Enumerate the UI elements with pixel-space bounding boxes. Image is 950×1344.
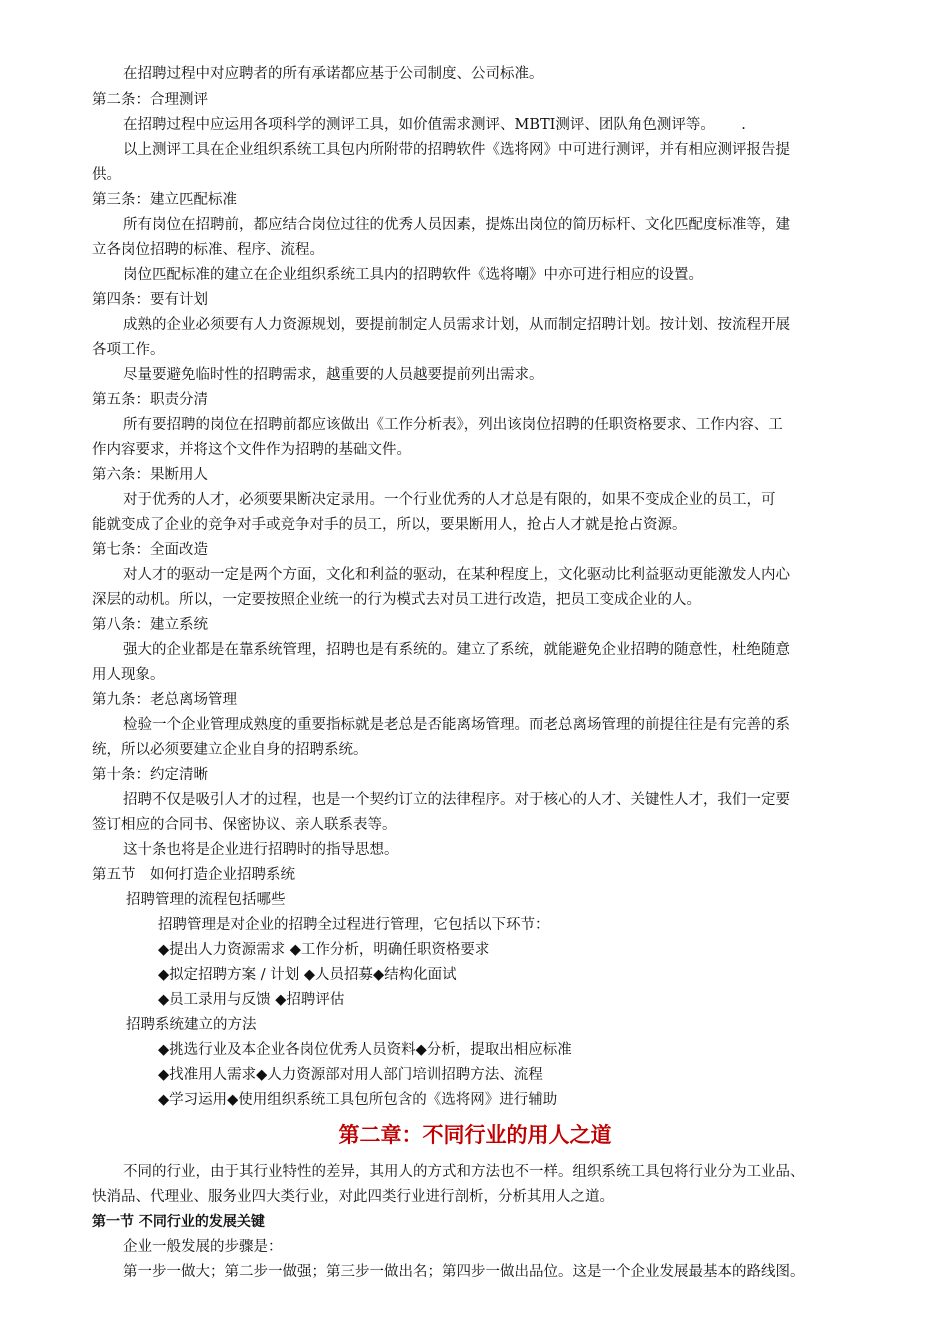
- text-line: ◆找准用人需求◆人力资源部对用人部门培训招聘方法、流程: [158, 1067, 543, 1083]
- text-line: 岗位匹配标准的建立在企业组织系统工具内的招聘软件《选将嘲》中亦可进行相应的设置。: [123, 267, 703, 283]
- text-line: 这十条也将是企业进行招聘时的指导思想。: [123, 842, 399, 858]
- text-line: 所有要招聘的岗位在招聘前都应该做出《工作分析表》，列出该岗位招聘的任职资格要求、工作内容、工: [123, 417, 783, 433]
- text-line: 签订相应的合同书、保密协议、亲人联系表等。: [92, 817, 397, 833]
- text-line: 第五节 如何打造企业招聘系统: [92, 867, 295, 883]
- text-line: ◆员工录用与反馈 ◆招聘评估: [158, 992, 345, 1008]
- text-line: 检验一个企业管理成熟度的重要指标就是老总是否能离场管理。而老总离场管理的前提往往是有完善的系: [123, 717, 790, 733]
- text-line: 各项工作。: [92, 342, 165, 358]
- text-line: 第一步一做大；第二步一做强；第三步一做出名；第四步一做出品位。这是一个企业发展最基本的路线图。: [123, 1264, 805, 1280]
- text-line: 对人才的驱动一定是两个方面，文化和利益的驱动，在某种程度上，文化驱动比利益驱动更能激发人内心: [123, 567, 790, 583]
- text-line: 所有岗位在招聘前，都应结合岗位过往的优秀人员因素，提炼出岗位的简历标杆、文化匹配度标准等，建: [123, 217, 790, 233]
- text-line: 第二条：合理测评: [92, 92, 208, 108]
- chapter-title: 第二章：不同行业的用人之道: [338, 1123, 612, 1147]
- text-line: 尽量要避免临时性的招聘需求，越重要的人员越要提前列出需求。: [123, 367, 544, 383]
- text-line: 第四条：要有计划: [92, 292, 208, 308]
- text-line: 供。: [92, 167, 121, 183]
- text-line: 招聘系统建立的方法: [126, 1017, 257, 1033]
- text-line: 能就变成了企业的竞争对手或竞争对手的员工，所以，要果断用人，抢占人才就是抢占资源。: [92, 517, 687, 533]
- text-line: 成熟的企业必须要有人力资源规划，要提前制定人员需求计划，从而制定招聘计划。按计划、按流程开展: [123, 317, 790, 333]
- text-line: 作内容要求，并将这个文件作为招聘的基础文件。: [92, 442, 411, 458]
- text-line: 不同的行业，由于其行业特性的差异，其用人的方式和方法也不一样。组织系统工具包将行业分为工业品、: [123, 1164, 805, 1180]
- text-line: 企业一般发展的步骤是：: [123, 1239, 283, 1255]
- text-line: 招聘不仅是吸引人才的过程，也是一个契约订立的法律程序。对于核心的人才、关键性人才，我们一定要: [123, 792, 790, 808]
- text-line: 在招聘过程中对应聘者的所有承诺都应基于公司制度、公司标准。: [123, 66, 544, 82]
- text-line: 强大的企业都是在靠系统管理，招聘也是有系统的。建立了系统，就能避免企业招聘的随意性，杜绝随意: [123, 642, 790, 658]
- text-line: 招聘管理是对企业的招聘全过程进行管理，它包括以下环节：: [158, 917, 550, 933]
- text-line: 用人现象。: [92, 667, 165, 683]
- text-line: ◆拟定招聘方案 / 计划 ◆人员招募◆结构化面试: [158, 967, 457, 983]
- text-line: 以上测评工具在企业组织系统工具包内所附带的招聘软件《选将网》中可进行测评，并有相应测评报告提: [123, 142, 790, 158]
- text-line: 第十条：约定清晰: [92, 767, 208, 783]
- text-line: 立各岗位招聘的标准、程序、流程。: [92, 242, 324, 258]
- text-line: 深层的动机。所以，一定要按照企业统一的行为模式去对员工进行改造，把员工变成企业的人。: [92, 592, 701, 608]
- text-line: ◆学习运用◆使用组织系统工具包所包含的《选将网》进行辅助: [158, 1092, 558, 1108]
- text-line: 第六条：果断用人: [92, 467, 208, 483]
- text-line: 对于优秀的人才，必须要果断决定录用。一个行业优秀的人才总是有限的，如果不变成企业的员工，可: [123, 492, 776, 508]
- text-line: 招聘管理的流程包括哪些: [126, 892, 286, 908]
- text-line: 第三条：建立匹配标准: [92, 192, 237, 208]
- text-line: 第九条：老总离场管理: [92, 692, 237, 708]
- text-line: ◆挑选行业及本企业各岗位优秀人员资料◆分析，提取出相应标准: [158, 1042, 572, 1058]
- text-line: 第七条：全面改造: [92, 542, 208, 558]
- text-line: 第一节 不同行业的发展关键: [92, 1214, 265, 1230]
- text-line: 第五条：职责分清: [92, 392, 208, 408]
- text-line: 快消品、代理业、服务业四大类行业，对此四类行业进行剖析，分析其用人之道。: [92, 1189, 614, 1205]
- text-line: 在招聘过程中应运用各项科学的测评工具，如价值需求测评、MBTI测评、团队角色测评等。 .: [123, 117, 746, 133]
- text-line: 第八条：建立系统: [92, 617, 208, 633]
- text-line: ◆提出人力资源需求 ◆工作分析，明确任职资格要求: [158, 942, 490, 958]
- text-line: 统，所以必须要建立企业自身的招聘系统。: [92, 742, 368, 758]
